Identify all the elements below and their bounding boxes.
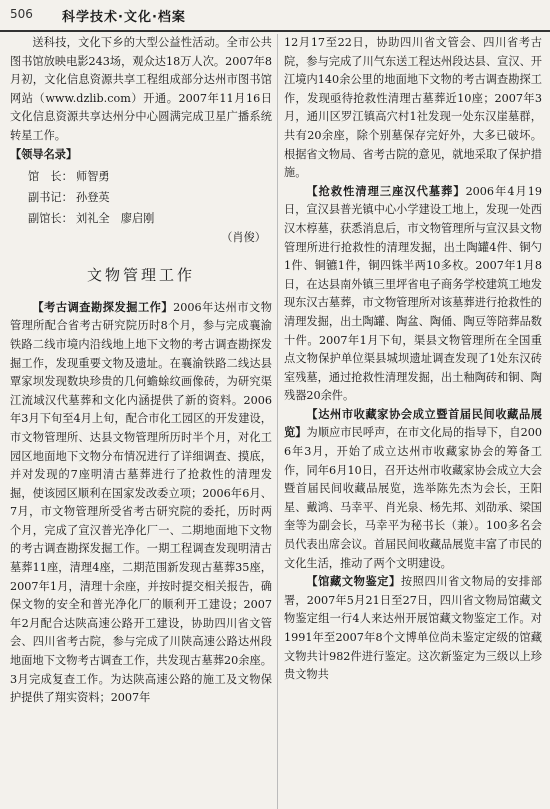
leader-role: 副馆长： — [28, 212, 73, 226]
left-column — [10, 34, 272, 809]
article-heading: 【馆藏文物鉴定】 — [306, 575, 401, 589]
leader-role: 副书记： — [28, 191, 73, 205]
author-credit: （肖俊） — [221, 231, 266, 245]
article-body: 2006年达州市文物管理所配合省考古研究院历时8个月，参与完成襄渝铁路二线市境内沿线地上地下文物的考古调查勘探发掘工作，发现重要文物及遗址。在襄渝铁路二线达县覃家坝发现数块珍贵的几何蟾蜍纹画像砖，为研究渠江流域汉代墓葬和文化内涵提供了新的资料。2006年3月下旬至4月上旬，配合市化工园区的开发建设，市文物管理所、达县文物管理所历时半个月，对化工园区地面地下文物分布情况进行了详细调查、摸底，并对发现的7座明清古墓葬进行了抢救性的清理发掘，使该园区顺利在国家发改委立项；2006年6月、7月，市文物管理所受省考古研究院的委托，历时两个月，完成了宣汉普光净化厂一、二期地面地下文物的考古调查勘探发掘工作。一期工程调查发现明清古墓葬11座，清理4座，二期范围新发现古墓葬35座，2007年1月，清理十余座，并按时提交相关报告，确保文物的安全和普光净化厂的顺利开工建设；2007年2月配合达陕高速公路开工建设，协助四川省文管会、四川省考古院，参与完成了川陕高速公路达州段地面地下文物考古调查工作，共发现古墓葬20余座。3月完成复查工作。为达陕高速公路的施工及文物保护提供了翔实资料；2007年 — [10, 300, 272, 705]
running-title: 科学技术·文化·档案 — [62, 10, 186, 25]
article-body: 2006年4月19日，宣汉县普光镇中心小学建设工地上，发现一处西汉木椁墓，获悉消息后，市文物管理所与宣汉县文物管理所进行抢救性的清理发掘，出土陶罐4件、铜勺1件、铜镳1件，铜四铢半两10多枚。2007年1月8日，在达县南外镇三里坪省电子商务学校建筑工地发现东汉古墓葬，市文物管理所对该墓葬进行抢救性的清理发掘，出土陶罐、陶盆、陶俑、陶豆等陪葬品数十件。2007年1月下旬，渠县文物管理所在全国重点文物保护单位渠县城坝遗址调查发现了1处东汉砖室残墓，通过抢救性清理发掘，出土釉陶砖和铜、陶残器20余件。 — [284, 184, 542, 403]
leader-row — [18, 187, 272, 208]
leader-name: 师智勇 — [76, 170, 110, 184]
article-collectors-association — [284, 406, 542, 573]
leaders-list — [18, 166, 272, 229]
column-divider — [277, 34, 278, 809]
article-heading: 【考古调查勘探发掘工作】 — [32, 300, 174, 314]
leader-row — [18, 208, 272, 229]
page-header — [0, 0, 550, 32]
section-title: 文物管理工作 — [86, 265, 195, 284]
leader-role: 馆 长： — [28, 170, 73, 184]
article-heading: 【抢救性清理三座汉代墓葬】 — [306, 184, 466, 198]
right-column — [284, 34, 542, 809]
article-heading: 【达州市收藏家协会成立暨首届民间收藏品展览】 — [284, 407, 542, 440]
excavation-continued: 12月17至22日，协助四川省文管会、四川省考古院，参与完成了川气东送工程达州段达县、宣汉、开江境内140余公里的地面地下文物的考古调查勘探工作，发现亟待抢救性清理古墓葬近10座；2007年3月，通川区罗江镇高穴村1社发现一处东汉崖墓群，共有20余座，除个别墓保存完好外，大多已破坏。根据省文物局、省考古院的意见，就地采取了保护措施。 — [284, 36, 542, 180]
leader-name: 孙登英 — [76, 191, 110, 205]
page-number: 506 — [10, 7, 33, 21]
article-han-tombs — [284, 183, 542, 406]
library-paragraph: 送科技，文化下乡的大型公益性活动。全市公共图书馆放映电影243场，观众达18万人次。2007年8月初，文化信息资源共享工程组成部分达州市图书馆网站（www.dzlib.com）开通。2007年11月16日文化信息资源共享达州分中心圆满完成卫星广播系统转星工作。 — [10, 36, 272, 142]
article-body: 按照四川省文物局的安排部署，2007年5月21日至27日，四川省文物局馆藏文物鉴定组一行4人来达州开展馆藏文物鉴定工作。对1991年至2007年8个文博单位尚未鉴定定级的馆藏文物共计982件进行鉴定。这次新鉴定为三级以上珍贵文物共 — [284, 575, 542, 682]
leaders-heading: 【领导名录】 — [10, 147, 78, 161]
article-relic-appraisal — [284, 573, 542, 685]
article-body: 为顺应市民呼声，在市文化局的指导下，自2006年3月，开始了成立达州市收藏家协会的筹备工作，同年6月10日，召开达州市收藏家协会成立大会暨首届民间收藏品展览，选举陈先杰为会长，王阳星、戴鸿、马幸平、肖光泉、杨先邦、刘劭承、梁国奎等为副会长，马幸平为秘书长（兼）。100多名会员代表出席会议。首届民间收藏品展览丰富了市民的文化生活，推动了两个文明建设。 — [284, 426, 542, 570]
leader-name: 刘礼全 廖启刚 — [76, 212, 155, 226]
article-excavation — [10, 299, 272, 708]
leader-row — [18, 166, 272, 187]
